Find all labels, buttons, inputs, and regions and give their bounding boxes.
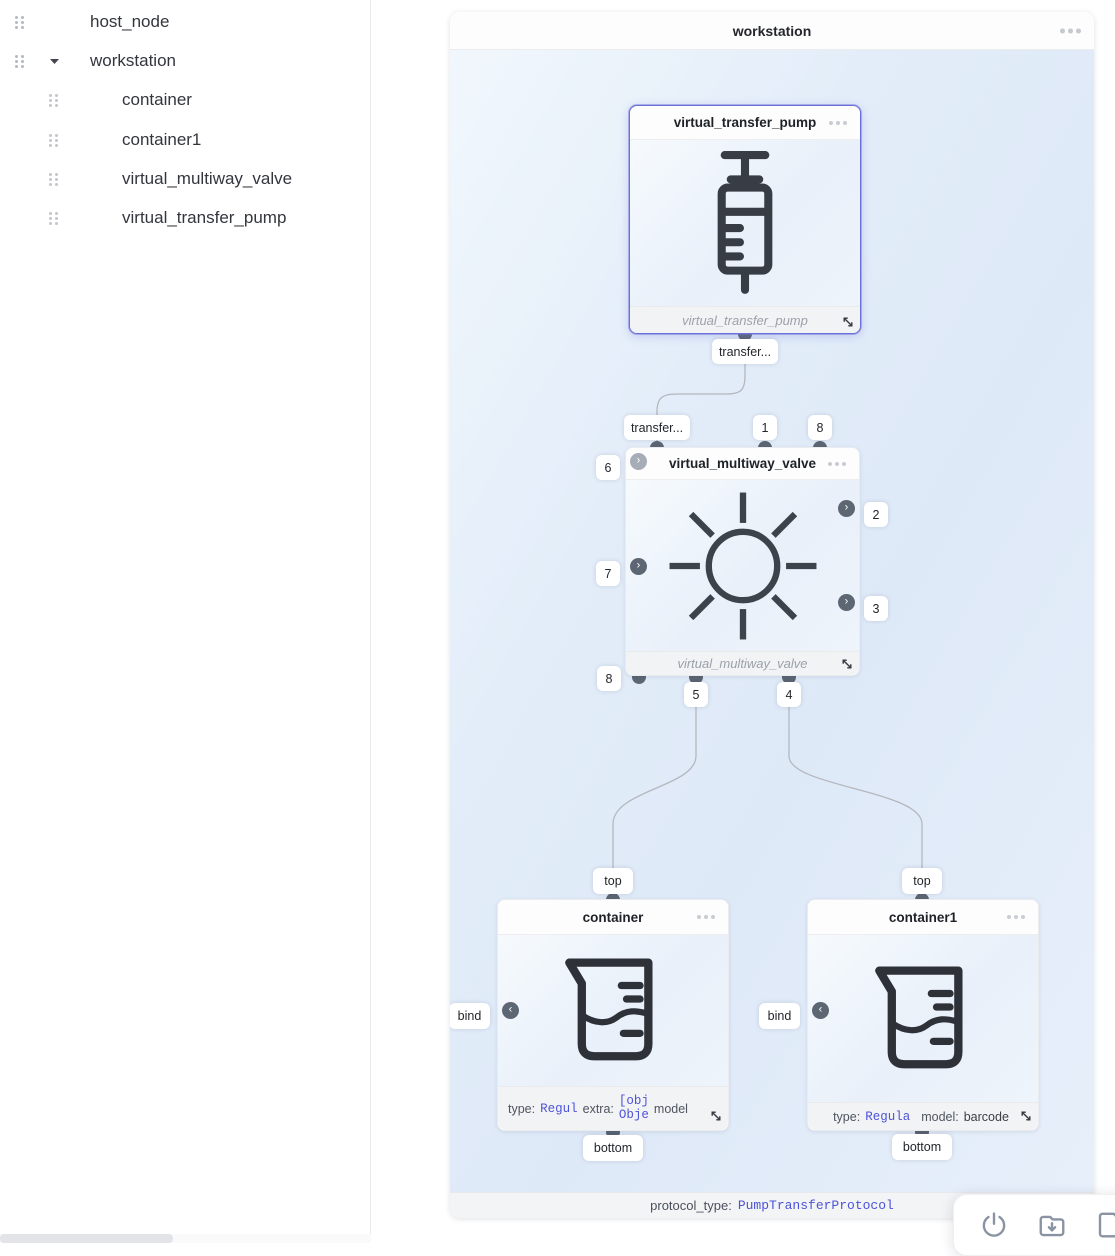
node-header	[630, 106, 860, 140]
node-header	[498, 900, 728, 935]
tree-item-container[interactable]	[0, 86, 370, 114]
drag-handle-icon[interactable]	[48, 211, 59, 226]
more-menu-icon[interactable]	[1007, 915, 1025, 919]
node-title: virtual_transfer_pump	[673, 115, 817, 130]
more-menu-icon[interactable]	[1060, 28, 1081, 33]
file-icon	[1095, 1210, 1115, 1240]
node-virtual-multiway-valve[interactable]	[625, 447, 860, 676]
port-label-valve-8-left: 8	[597, 666, 621, 691]
chevron-right-icon: ›	[636, 559, 641, 572]
node-body	[626, 480, 859, 651]
node-footer	[626, 651, 859, 675]
chevron-right-icon: ›	[636, 454, 641, 467]
port-label-pump-transfer: transfer...	[712, 339, 778, 364]
folder-download-icon	[1036, 1210, 1068, 1240]
field-label: type:	[833, 1109, 861, 1124]
port-label-valve-8-top: 8	[808, 415, 832, 440]
save-button[interactable]	[1094, 1209, 1115, 1241]
sidebar-horizontal-scrollbar[interactable]	[0, 1234, 371, 1243]
port-label-valve-2: 2	[864, 502, 888, 527]
port-label-valve-3: 3	[864, 596, 888, 621]
node-header	[808, 900, 1038, 935]
port-label-container-bind: bind	[450, 1003, 490, 1029]
node-container[interactable]	[497, 899, 729, 1131]
drag-handle-icon[interactable]	[14, 15, 25, 30]
drag-handle-icon[interactable]	[48, 172, 59, 187]
beaker-icon	[561, 956, 665, 1066]
load-button[interactable]	[1036, 1209, 1068, 1241]
tree-item-virtual-multiway-valve[interactable]	[0, 165, 370, 193]
node-title: container1	[888, 909, 958, 925]
syringe-icon	[697, 147, 793, 299]
port-container1-bind[interactable]	[812, 1002, 829, 1019]
node-body	[498, 935, 728, 1086]
port-label-valve-6: 6	[596, 455, 620, 480]
port-label-valve-1: 1	[753, 415, 777, 440]
field-label: model	[653, 1101, 688, 1116]
port-label-container-top: top	[593, 868, 633, 894]
field-value: [obj Obje	[618, 1094, 649, 1122]
node-title: container	[582, 909, 644, 925]
node-instance-name: virtual_multiway_valve	[677, 656, 808, 671]
port-label-container-bottom: bottom	[583, 1135, 643, 1161]
resize-handle-icon[interactable]	[710, 1110, 722, 1122]
port-label-container1-bind: bind	[759, 1003, 800, 1029]
floating-toolbar	[953, 1194, 1115, 1256]
port-label-valve-7: 7	[596, 561, 620, 586]
drag-handle-icon[interactable]	[14, 54, 25, 69]
tree-item-label: virtual_multiway_valve	[122, 169, 293, 188]
port-valve-3[interactable]	[838, 594, 855, 611]
tree-item-label: container	[122, 90, 192, 109]
power-button[interactable]	[978, 1209, 1010, 1241]
node-virtual-transfer-pump[interactable]	[629, 105, 861, 334]
protocol-type-value: PumpTransferProtocol	[737, 1198, 894, 1213]
tree-item-label: container1	[122, 130, 202, 149]
beaker-icon	[871, 964, 975, 1074]
edge-valve4-to-container1-top[interactable]	[789, 680, 922, 898]
multiway-valve-icon	[667, 490, 819, 642]
more-menu-icon[interactable]	[829, 121, 847, 125]
tree-item-label: host_node	[90, 12, 170, 31]
workstation-panel	[450, 12, 1094, 1218]
node-footer	[630, 306, 860, 333]
drag-handle-icon[interactable]	[48, 133, 59, 148]
field-value: Regul	[540, 1101, 578, 1116]
port-label-container1-top: top	[902, 868, 942, 894]
node-title: virtual_multiway_valve	[668, 456, 817, 471]
port-valve-2[interactable]	[838, 500, 855, 517]
node-footer	[498, 1086, 728, 1130]
more-menu-icon[interactable]	[697, 915, 715, 919]
port-valve-7[interactable]	[630, 558, 647, 575]
more-menu-icon[interactable]	[828, 462, 846, 466]
port-label-valve-4: 4	[777, 682, 801, 707]
field-label: model:	[921, 1109, 959, 1124]
resize-handle-icon[interactable]	[841, 658, 853, 670]
port-container-bind[interactable]	[502, 1002, 519, 1019]
node-body	[808, 935, 1038, 1102]
scrollbar-thumb[interactable]	[0, 1234, 173, 1243]
port-label-container1-bottom: bottom	[892, 1134, 952, 1160]
tree-item-virtual-transfer-pump[interactable]	[0, 204, 370, 232]
field-label: type:	[508, 1101, 536, 1116]
field-value: barcode	[963, 1109, 1009, 1124]
tree-item-label: virtual_transfer_pump	[122, 208, 287, 227]
power-icon	[979, 1210, 1009, 1240]
tree-item-workstation[interactable]	[0, 47, 370, 75]
resize-handle-icon[interactable]	[1020, 1110, 1032, 1122]
tree-item-host-node[interactable]	[0, 8, 370, 36]
tree-item-container1[interactable]	[0, 126, 370, 154]
chevron-left-icon: ‹	[508, 1003, 513, 1016]
chevron-right-icon: ›	[844, 501, 849, 514]
field-value: Regula	[865, 1109, 911, 1124]
node-header	[626, 448, 859, 480]
tree-item-label: workstation	[90, 51, 176, 70]
flow-canvas[interactable]	[450, 50, 1094, 1192]
port-label-valve-5: 5	[684, 682, 708, 707]
node-instance-name: virtual_transfer_pump	[682, 312, 808, 328]
field-label: extra:	[582, 1101, 614, 1116]
port-valve-6[interactable]	[630, 453, 647, 470]
edge-valve5-to-container-top[interactable]	[613, 680, 696, 898]
drag-handle-icon[interactable]	[48, 93, 59, 108]
workstation-title: workstation	[732, 22, 812, 39]
node-body	[630, 140, 860, 306]
protocol-type-label: protocol_type:	[650, 1198, 732, 1213]
resize-handle-icon[interactable]	[842, 316, 854, 328]
port-label-valve-transfer: transfer...	[624, 415, 690, 440]
node-footer	[808, 1102, 1038, 1130]
chevron-left-icon: ‹	[818, 1003, 823, 1016]
workstation-header	[450, 12, 1094, 50]
node-container1[interactable]	[807, 899, 1039, 1131]
caret-down-icon[interactable]	[49, 58, 60, 65]
sidebar-divider	[370, 0, 371, 1243]
chevron-right-icon: ›	[844, 595, 849, 608]
